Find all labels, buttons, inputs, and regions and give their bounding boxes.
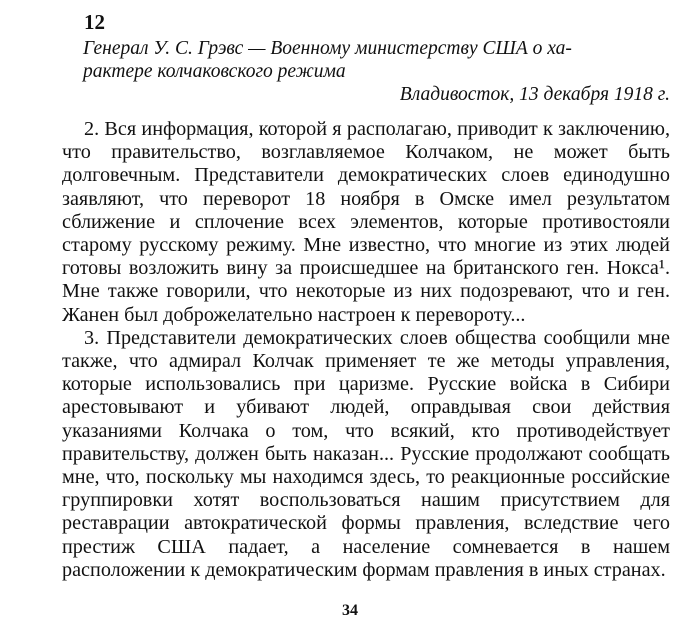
document-body: [62, 118, 670, 582]
heading-line-2: рактере колчаковского режима: [83, 61, 346, 82]
document-heading: [83, 37, 670, 106]
dateline: Владивосток, 13 декабря 1918 г.: [399, 84, 670, 105]
paragraph-2: 2. Вся информация, которой я располагаю, приводит к заключению, что правительство, возглавляемое Колчаком, не может быть долговечным. Представители демократических слоев единодушно заявляют, что переворот 18 ноября в Омске имел результатом сближение и сплочение всех элементов, которые противостояли старому русскому режиму. Мне известно, что многие из этих людей готовы возложить вину за происшедшее на британского ген. Нокса¹. Мне также говорили, что некоторые из них подозревают, что и ген. Жанен был доброжелательно настроен к перевороту...: [62, 118, 670, 326]
heading-line-1: Генерал У. С. Грэвс — Военному министерству США о ха-: [83, 38, 572, 59]
paragraph-3: 3. Представители демократических слоев общества сообщили мне также, что адмирал Колчак применяет те же методы управления, которые использовались при царизме. Русские войска в Сибири арестовывают и убивают людей, оправдывая свои действия указаниями Колчака о том, что всякий, кто противодействует правительству, должен быть наказан... Русские продолжают сообщать мне, что, поскольку мы находимся здесь, то реакционные российские группировки хотят воспользоваться нашим присутствием для реставрации автократической формы правления, вследствие чего престиж США падает, а население сомневается в нашем расположении к демократическим формам правления в иных странах.: [62, 326, 670, 581]
page-number: 34: [342, 602, 358, 619]
document-number: 12: [84, 10, 105, 34]
